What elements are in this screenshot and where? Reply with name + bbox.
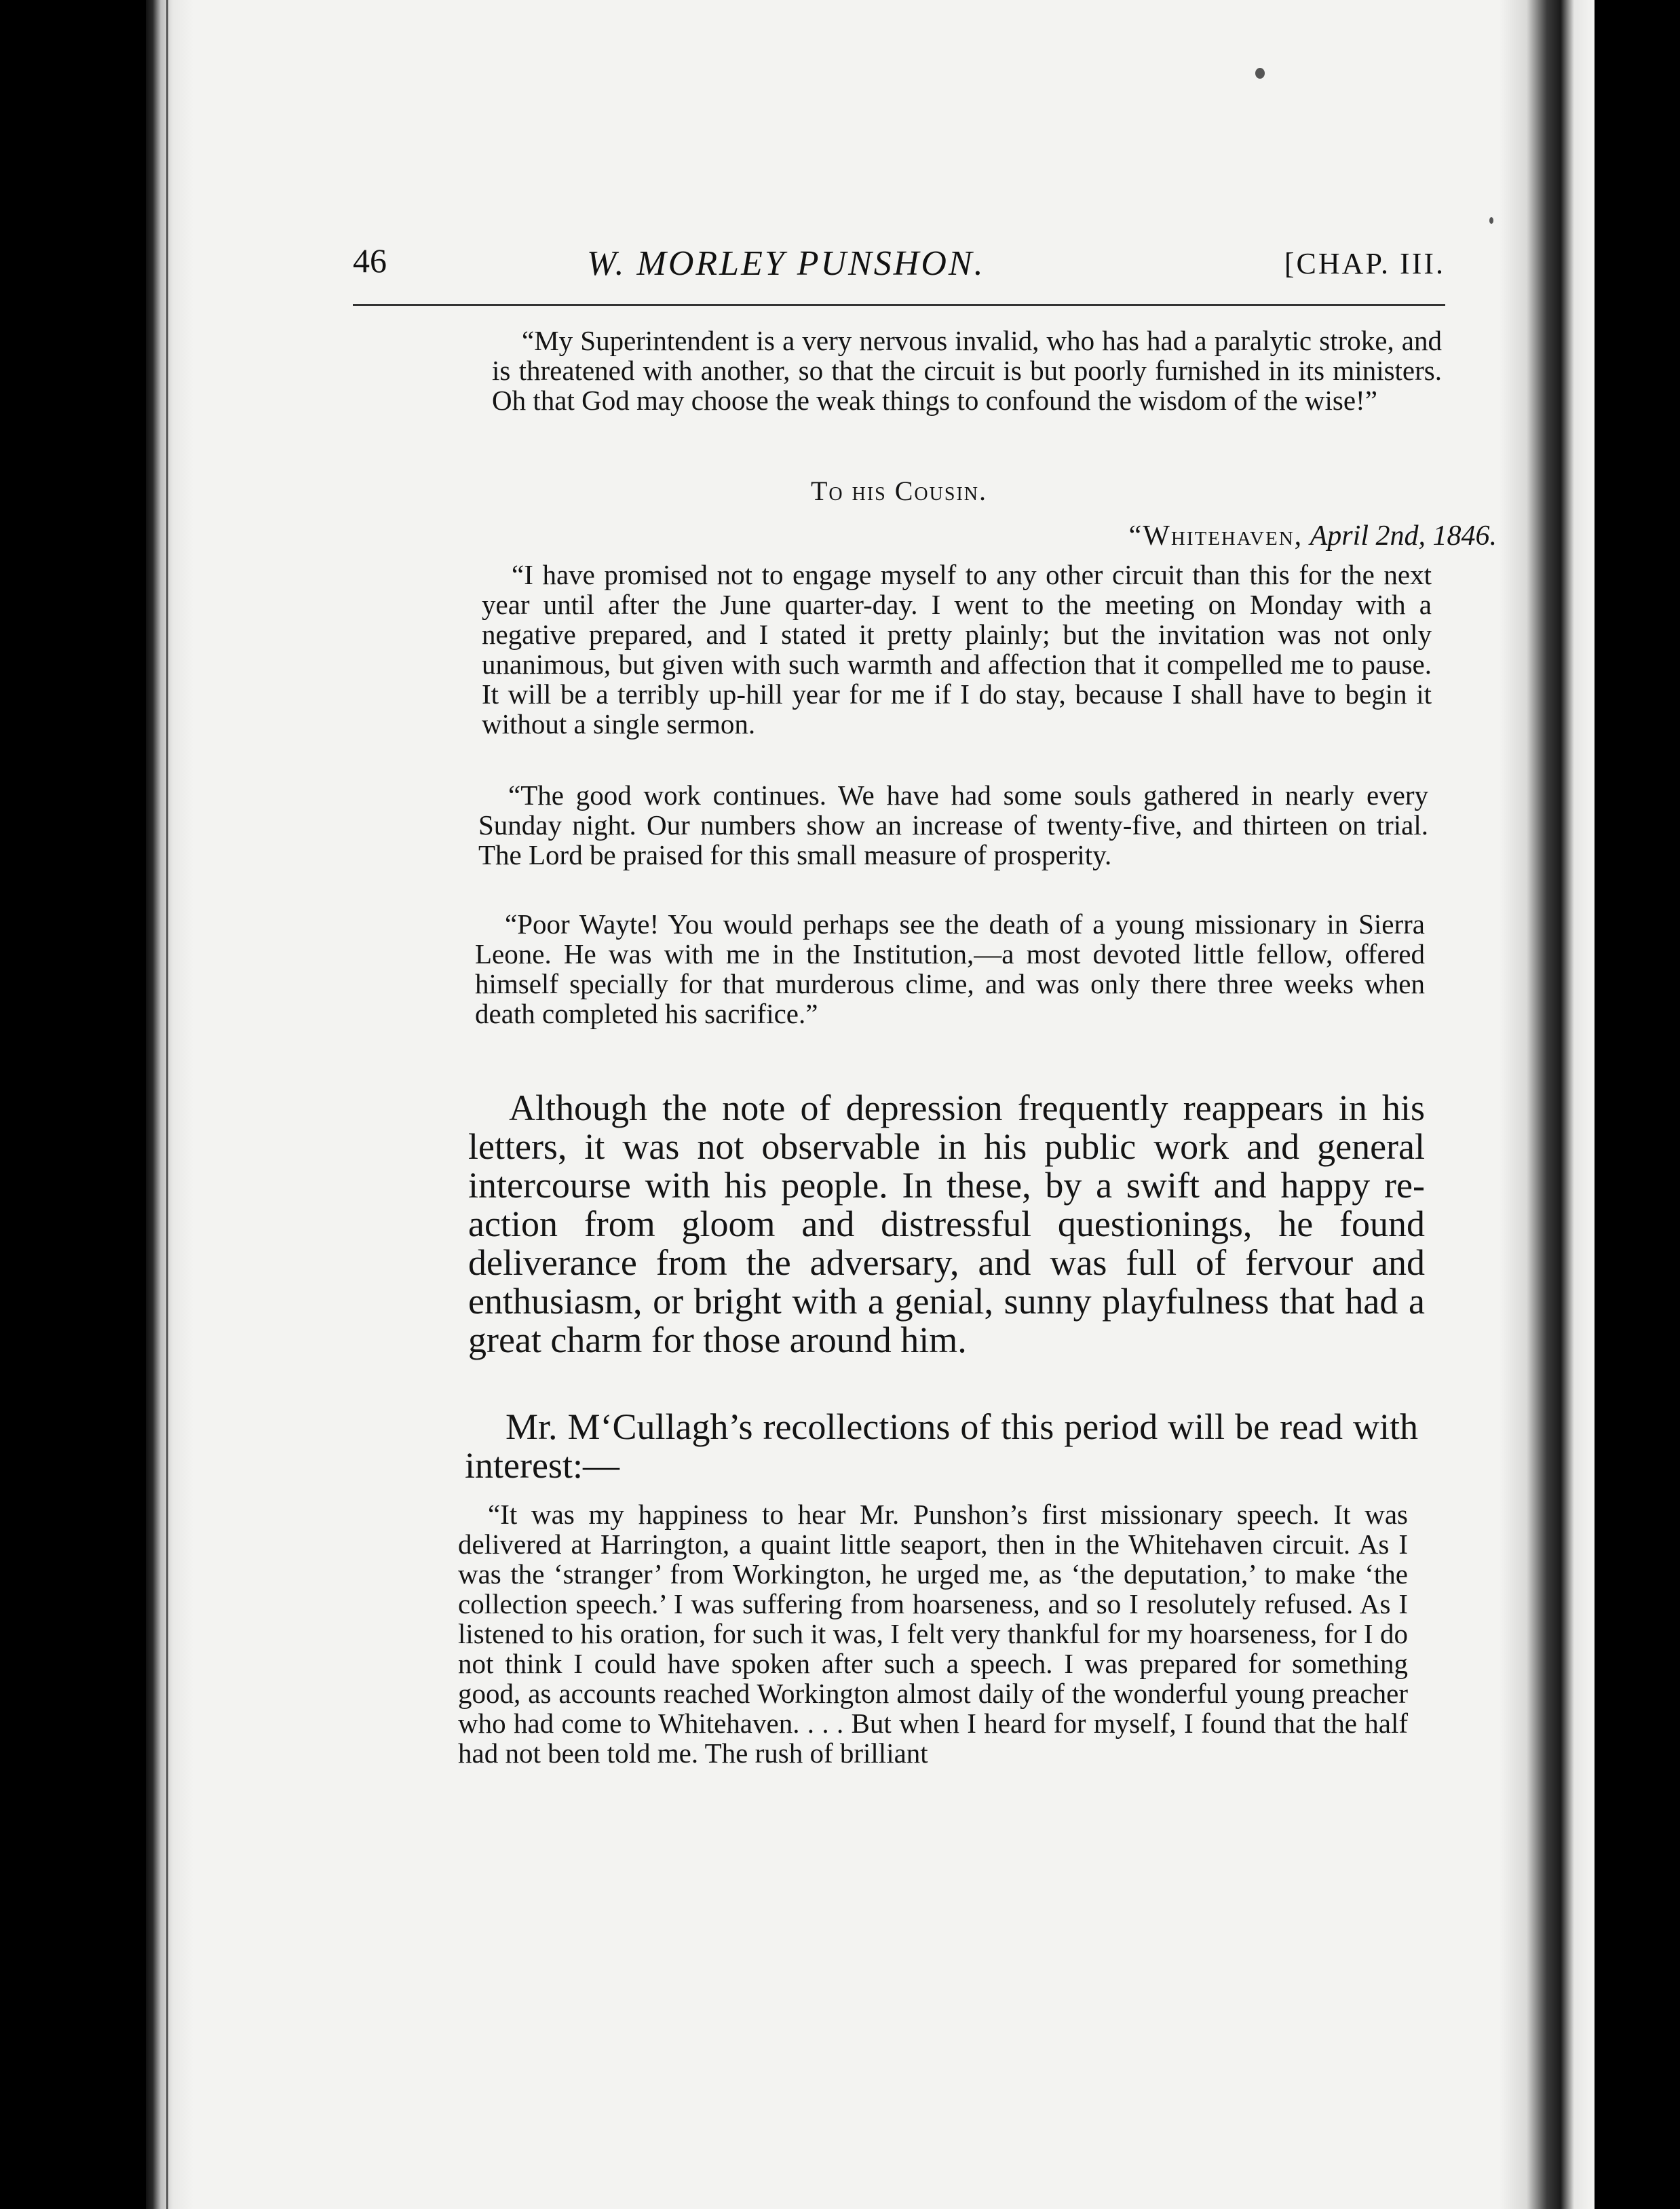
ink-speck — [1489, 217, 1493, 224]
page-fold-line — [166, 0, 168, 2209]
narrative-paragraph-2: Mr. M‘Cullagh’s recollections of this period will be read with interest:— — [465, 1406, 1418, 1486]
letter-paragraph-2: “The good work continues. We have had some souls gathered in nearly every Sunday night. Our numbers show an increase of twenty-five, and thirteen on trial. The Lord be praised for this small measure of prosperity. — [478, 780, 1428, 870]
running-title: W. MORLEY PUNSHON. — [587, 244, 985, 283]
book-edge-right — [1500, 0, 1595, 2209]
running-header — [353, 241, 1445, 302]
letter-dateline — [1129, 520, 1497, 552]
letter-heading: To his Cousin. — [810, 476, 987, 506]
letter-place: “Whitehaven, — [1128, 520, 1303, 552]
book-gutter-left — [146, 0, 193, 2209]
page-number: 46 — [353, 242, 387, 280]
letter-paragraph-3: “Poor Wayte! You would perhaps see the death of a young missionary in Sierra Leone. He was with me in the Institution,—a most devoted little fellow, offered himself specially for that murderous clime, and was only there three weeks when death completed his sacrifice.” — [475, 908, 1425, 1029]
header-rule — [353, 304, 1445, 306]
quote-closing: “It was my happiness to hear Mr. Punshon’s first missionary speech. It was delivered at Harrington, a quaint little seaport, then in the Whitehaven circuit. As I was the ‘stranger’ from Workington, he urged me, as ‘the deputation,’ to make ‘the collection speech.’ I was suffering from hoarseness, and so I resolutely refused. As I listened to his oration, for such it was, I felt very thankful for my hoarseness, for I do not think I could have spoken after such a speech. I was prepared for something good, as accounts reached Workington almost daily of the wonderful young preacher who had come to Whitehaven. . . . But when I heard for myself, I found that the half had not been told me. The rush of brilliant — [458, 1499, 1408, 1769]
chapter-label: [CHAP. III. — [1284, 247, 1445, 280]
quote-opening: “My Superintendent is a very nervous invalid, who has had a paralytic stroke, and is threatened with another, so that the circuit is but poorly furnished in its ministers. Oh that God may choose the weak things to confound the wisdom of the wise!” — [492, 325, 1442, 416]
ink-speck — [1255, 68, 1265, 79]
letter-paragraph-1: “I have promised not to engage myself to any other circuit than this for the next year until after the June quarter-day. I went to the meeting on Monday with a negative prepared, and I stated it pretty plainly; but the invitation was not only unanimous, but given with such warmth and affection that it compelled me to pause. It will be a terribly up-hill year for me if I do stay, because I shall have to begin it without a single sermon. — [482, 559, 1432, 739]
narrative-paragraph-1: Although the note of depression frequently reappears in his letters, it was not observable in his public work and general intercourse with his people. In these, by a swift and happy re-action from gloom and distressful questionings, he found deliverance from the adversary, and was full of fervour and enthusiasm, or bright with a genial, sunny playfulness that had a great charm for those around him. — [468, 1088, 1425, 1360]
letter-date: April 2nd, 1846. — [1310, 520, 1497, 552]
